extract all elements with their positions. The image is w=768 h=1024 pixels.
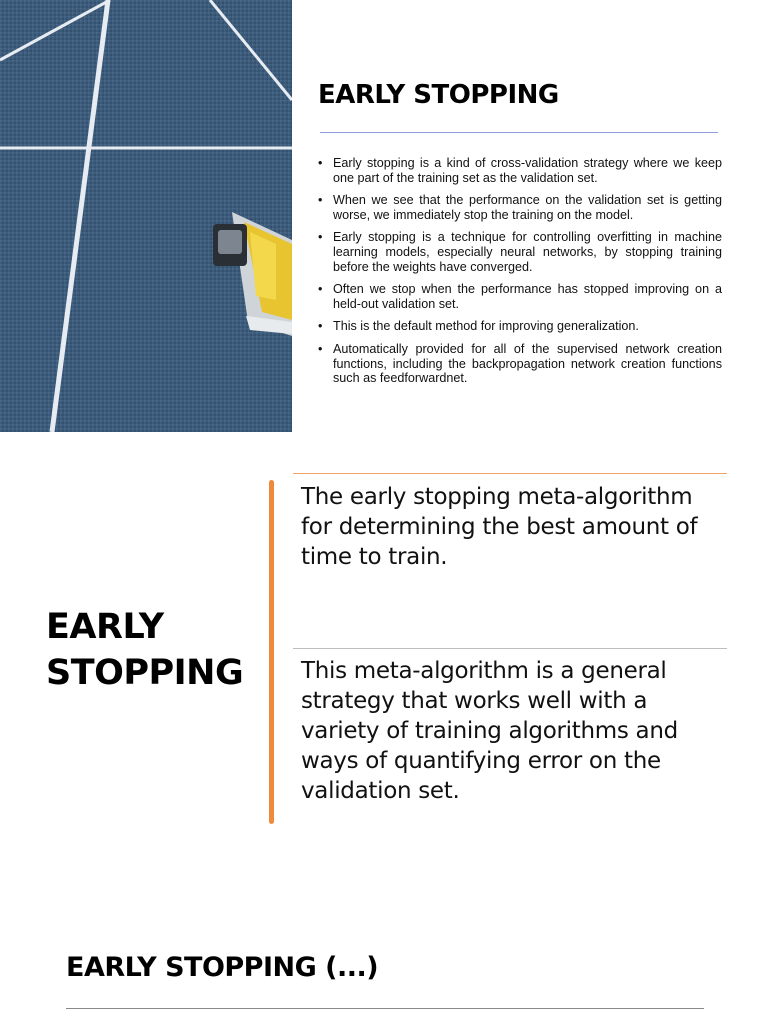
bullet-item: • Early stopping is a kind of cross-validation strategy where we keep one part of the training set as the validation set. (318, 156, 722, 185)
middle-divider (293, 648, 727, 649)
slide-2-title: EARLY STOPPING (46, 607, 244, 693)
slide-3-title: EARLY STOPPING (...) (66, 952, 379, 983)
slide-2 (0, 432, 768, 864)
bullet-item: • When we see that the performance on the validation set is getting worse, we immediately stop the training on the model. (318, 193, 722, 222)
bullet-item: • This is the default method for improving generalization. (318, 319, 722, 334)
top-divider (293, 473, 727, 474)
slide-1 (0, 0, 768, 432)
title-divider (66, 1008, 704, 1009)
slide-1-title: EARLY STOPPING (318, 80, 559, 110)
running-track-photo (0, 0, 292, 432)
bullet-item: • Automatically provided for all of the supervised network creation functions, including the backpropagation network creation functions such as feedforwardnet. (318, 342, 722, 386)
accent-bar (269, 480, 274, 824)
slide-3 (0, 864, 768, 1024)
title-divider (320, 132, 718, 133)
paragraph-2: This meta-algorithm is a general strategy that works well with a variety of training algorithms and ways of quantifying error on the validation set. (301, 658, 678, 804)
bullet-item: • Often we stop when the performance has stopped improving on a held-out validation set. (318, 282, 722, 311)
bullet-list (318, 156, 722, 394)
paragraph-1: The early stopping meta-algorithm for determining the best amount of time to train. (301, 484, 698, 570)
bullet-item: • Early stopping is a technique for controlling overfitting in machine learning models, especially neural networks, by stopping training before the weights have converged. (318, 230, 722, 274)
